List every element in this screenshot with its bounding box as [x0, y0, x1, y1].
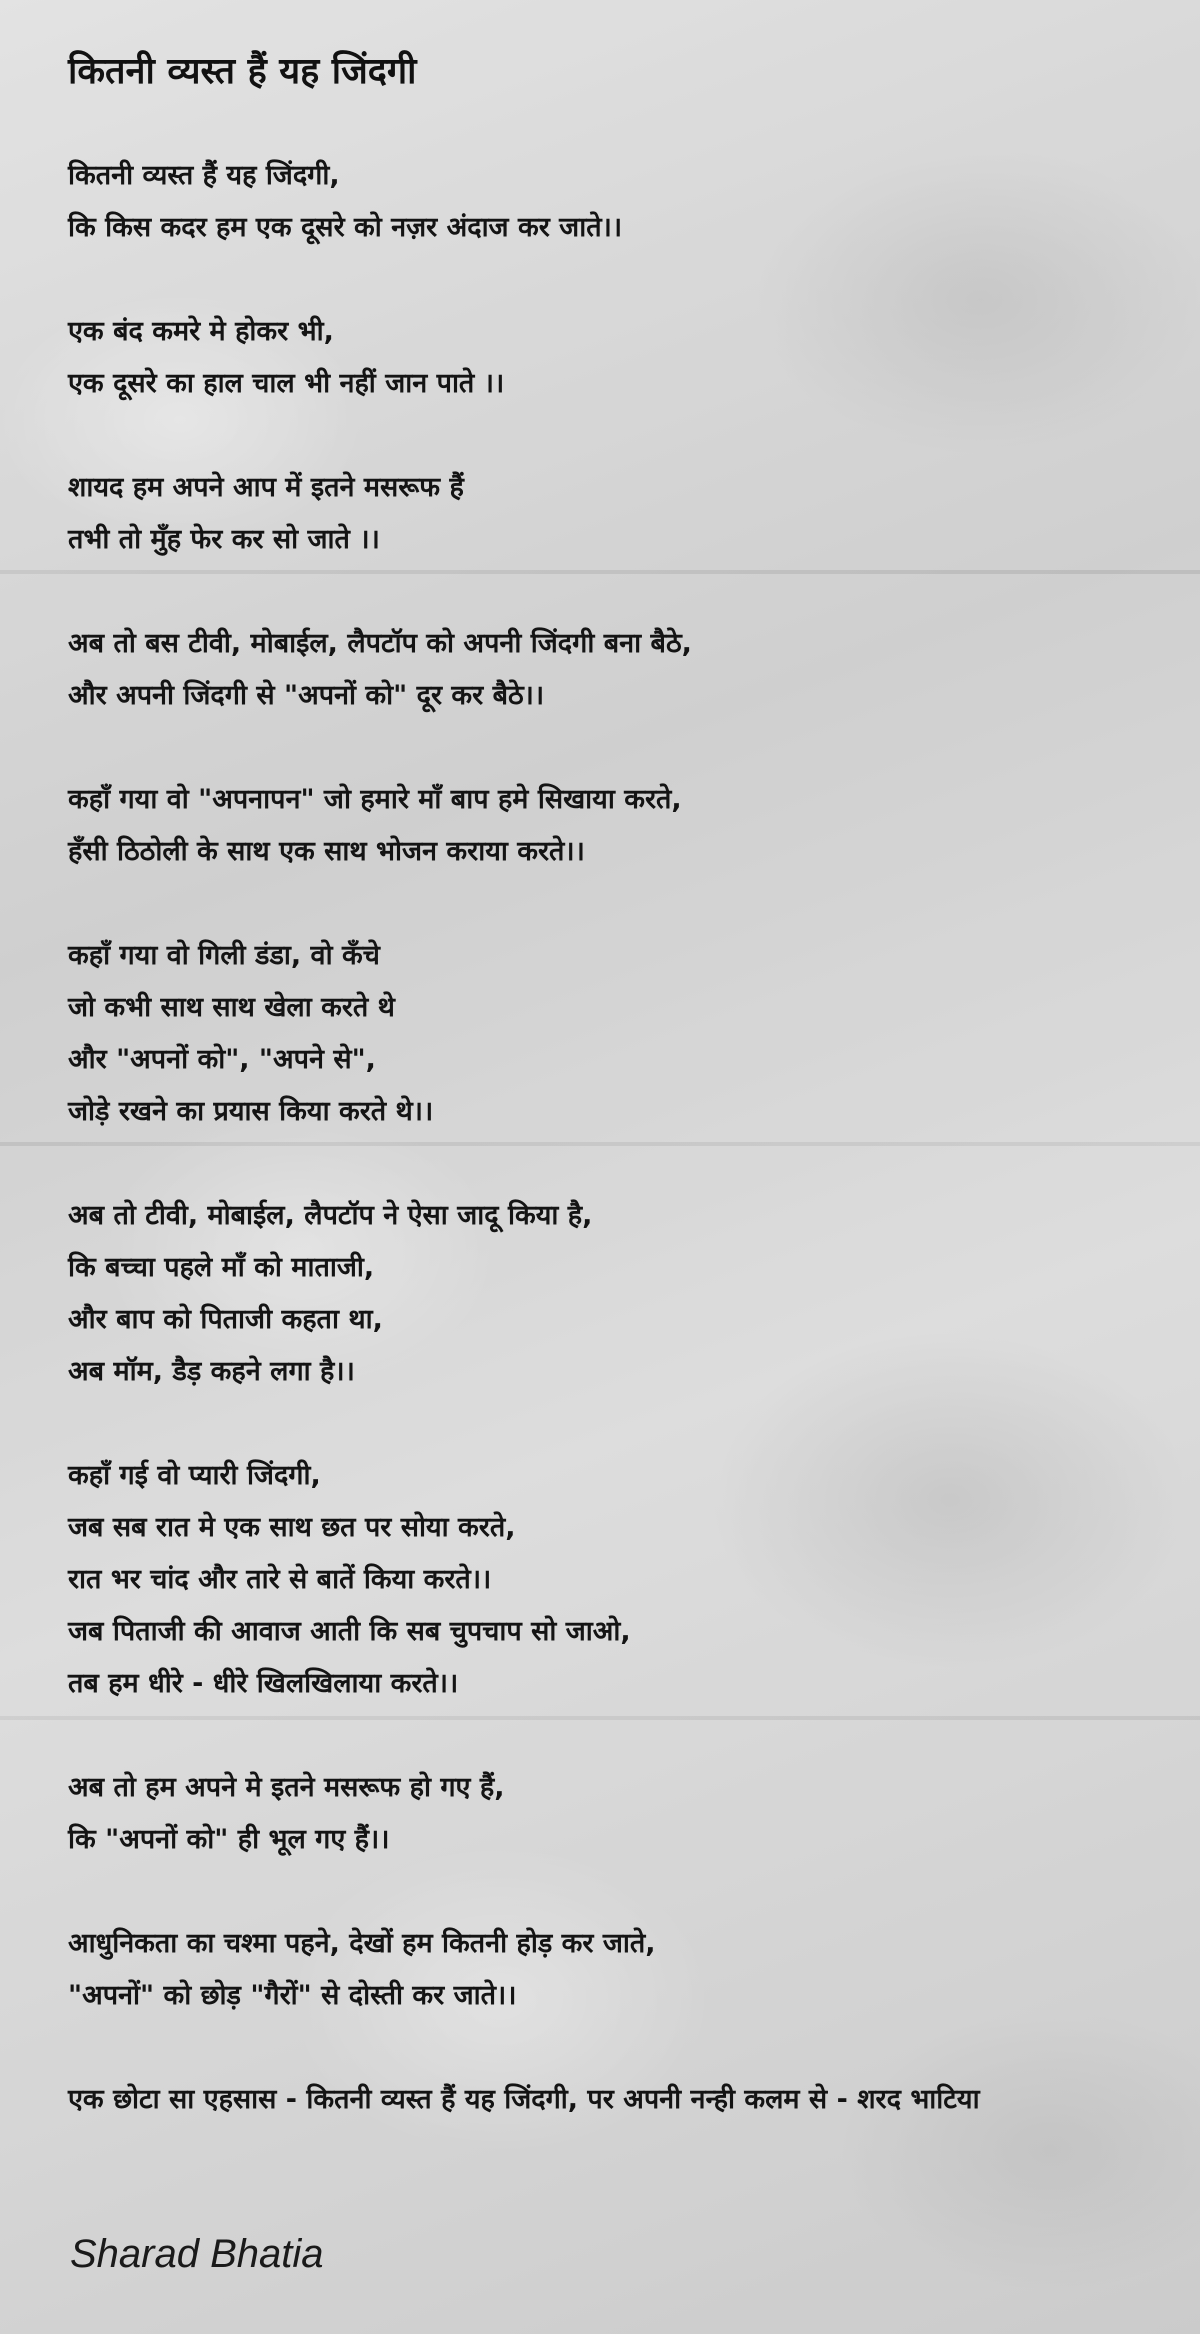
stanza: [68, 930, 1148, 1138]
author-name: Sharad Bhatia: [70, 2232, 324, 2276]
poem-line: कहाँ गई वो प्यारी जिंदगी,: [68, 1460, 321, 1491]
poem-line: शायद हम अपने आप में इतने मसरूफ हैं: [68, 472, 464, 503]
poem-line: जो कभी साथ साथ खेला करते थे: [68, 992, 395, 1023]
poem-line: अब तो हम अपने मे इतने मसरूफ हो गए हैं,: [68, 1772, 505, 1803]
poem-line: कितनी व्यस्त हैं यह जिंदगी,: [68, 160, 340, 191]
stanza: [68, 1450, 1148, 1710]
poem-line: आधुनिकता का चश्मा पहने, देखों हम कितनी होड़ कर जाते,: [68, 1928, 656, 1959]
poem-line: अब मॉम, डैड़ कहने लगा है।।: [68, 1356, 355, 1387]
poem-title: कितनी व्यस्त हैं यह जिंदगी: [68, 51, 417, 92]
poem-line: कि किस कदर हम एक दूसरे को नज़र अंदाज कर जाते।।: [68, 212, 623, 243]
poem-line: और अपनी जिंदगी से "अपनों को" दूर कर बैठे।।: [68, 680, 545, 711]
stanza: [68, 306, 1148, 410]
poem-line: अब तो टीवी, मोबाईल, लैपटॉप ने ऐसा जादू किया है,: [68, 1200, 593, 1231]
poem-line: रात भर चांद और तारे से बातें किया करते।।: [68, 1564, 492, 1595]
stanza: [68, 462, 1148, 566]
poem-line: कि बच्चा पहले माँ को माताजी,: [68, 1252, 375, 1283]
stanza: [68, 2074, 1148, 2126]
poem-line: एक छोटा सा एहसास - कितनी व्यस्त हैं यह जिंदगी, पर अपनी नन्ही कलम से - शरद भाटिया: [68, 2084, 980, 2115]
stanza: [68, 774, 1148, 878]
poem-body: [68, 150, 1148, 2178]
poem-line: एक दूसरे का हाल चाल भी नहीं जान पाते ।।: [68, 368, 505, 399]
poem-line: जब सब रात मे एक साथ छत पर सोया करते,: [68, 1512, 516, 1543]
stanza: [68, 618, 1148, 722]
poem-line: और बाप को पिताजी कहता था,: [68, 1304, 383, 1335]
poem-line: जब पिताजी की आवाज आती कि सब चुपचाप सो जाओ,: [68, 1616, 631, 1647]
stanza: [68, 1762, 1148, 1866]
poem-line: तभी तो मुँह फेर कर सो जाते ।।: [68, 524, 380, 555]
poem-line: "अपनों" को छोड़ "गैरों" से दोस्ती कर जाते।।: [68, 1980, 517, 2011]
stanza: [68, 1918, 1148, 2022]
poem-line: हँसी ठिठोली के साथ एक साथ भोजन कराया करते।।: [68, 836, 585, 867]
poem-line: कि "अपनों को" ही भूल गए हैं।।: [68, 1824, 390, 1855]
poem-line: एक बंद कमरे मे होकर भी,: [68, 316, 334, 347]
poem-line: अब तो बस टीवी, मोबाईल, लैपटॉप को अपनी जिंदगी बना बैठे,: [68, 628, 692, 659]
poem-line: कहाँ गया वो गिली डंडा, वो कँचे: [68, 940, 380, 971]
stanza: [68, 150, 1148, 254]
stanza: [68, 1190, 1148, 1398]
poem-line: और "अपनों को", "अपने से",: [68, 1044, 376, 1075]
poem-line: कहाँ गया वो "अपनापन" जो हमारे माँ बाप हमे सिखाया करते,: [68, 784, 682, 815]
poem-line: जोड़े रखने का प्रयास किया करते थे।।: [68, 1096, 434, 1127]
poem-line: तब हम धीरे - धीरे खिलखिलाया करते।।: [68, 1668, 459, 1699]
